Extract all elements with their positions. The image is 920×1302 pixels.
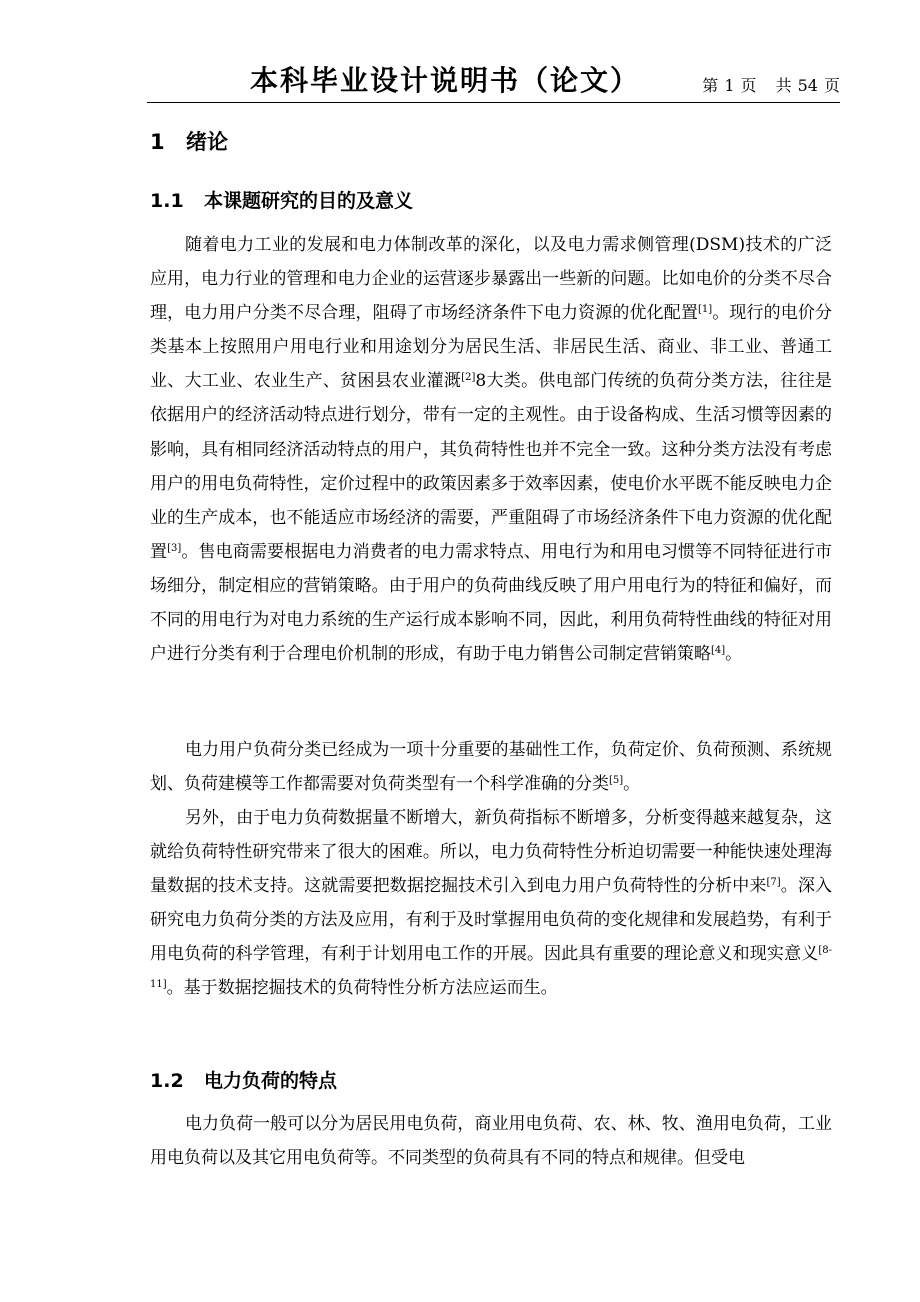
chapter-heading bbox=[150, 127, 228, 157]
citation: [2] bbox=[461, 372, 476, 384]
document-title: 本科毕业设计说明书（论文） bbox=[250, 64, 641, 97]
citation: [1] bbox=[697, 304, 713, 316]
header-divider bbox=[147, 102, 840, 103]
chapter-title: 绪论 bbox=[186, 130, 228, 154]
paragraph-1: 随着电力工业的发展和电力体制改革的深化，以及电力需求侧管理(DSM)技术的广泛应用，电力行业的管理和电力企业的运营逐步暴露出一些新的问题。比如电价的分类不尽合理，电力用户分类不尽合理，阻碍了市场经济条件下电力资源的优化配置[1]。现行的电价分类基本上按照用户用电行业和用途划分为居民生活、非居民生活、商业、非工业、普通工业、大工业、农业生产、贫困县农业灌溉[2]8大类。供电部门传统的负荷分类方法，往往是依据用户的经济活动特点进行划分，带有一定的主观性。由于设备构成、生活习惯等因素的影响，具有相同经济活动特点的用户，其负荷特性也并不完全一致。这种分类方法没有考虑用户的用电负荷特性，定价过程中的政策因素多于效率因素，使电价水平既不能反映电力企业的生产成本，也不能适应市场经济的需要，严重阻碍了市场经济条件下电力资源的优化配置[3]。售电商需要根据电力消费者的电力需求特点、用电行为和用电习惯等不同特征进行市场细分，制定相应的营销策略。由于用户的负荷曲线反映了用户用电行为的特征和偏好，而不同的用电行为对电力系统的生产运行成本影响不同，因此，利用负荷特性曲线的特征对用户进行分类有利于合理电价机制的形成，有助于电力销售公司制定营销策略[4]。 bbox=[150, 235, 833, 665]
page-counter bbox=[696, 76, 840, 96]
citation: [7] bbox=[766, 877, 781, 889]
section-title: 本课题研究的目的及意义 bbox=[204, 190, 414, 212]
total-prefix: 共 bbox=[775, 76, 792, 95]
page-suffix: 页 bbox=[740, 76, 757, 95]
citation: [5] bbox=[609, 775, 624, 787]
total-pages: 54 bbox=[797, 76, 818, 95]
section-title: 电力负荷的特点 bbox=[204, 1070, 338, 1092]
page-prefix: 第 bbox=[702, 76, 719, 95]
section-number: 1.2 bbox=[150, 1070, 184, 1092]
citation: [3] bbox=[167, 542, 182, 554]
page-number: 1 bbox=[724, 76, 735, 95]
page-header bbox=[147, 62, 840, 102]
section-heading-1-2 bbox=[150, 1067, 337, 1095]
citation: [8-11] bbox=[150, 945, 832, 991]
total-suffix: 页 bbox=[823, 76, 840, 95]
citation: [4] bbox=[711, 645, 726, 657]
section-heading-1-1 bbox=[150, 187, 413, 215]
section-number: 1.1 bbox=[150, 190, 184, 212]
paragraph-4: 电力负荷一般可以分为居民用电负荷，商业用电负荷、农、林、牧、渔用电负荷，工业用电负荷以及其它用电负荷等。不同类型的负荷具有不同的特点和规律。但受电 bbox=[150, 1114, 832, 1169]
paragraph-3: 另外，由于电力负荷数据量不断增大，新负荷指标不断增多，分析变得越来越复杂，这就给负荷特性研究带来了很大的困难。所以，电力负荷特性分析迫切需要一种能快速处理海量数据的技术支持。这就需要把数据挖掘技术引入到电力用户负荷特性的分析中来[7]。深入研究电力负荷分类的方法及应用，有利于及时掌握用电负荷的变化规律和发展趋势，有利于用电负荷的科学管理，有利于计划用电工作的开展。因此具有重要的理论意义和现实意义[8-11]。基于数据挖掘技术的负荷特性分析方法应运而生。 bbox=[150, 808, 833, 999]
chapter-number: 1 bbox=[150, 130, 165, 154]
paragraph-2: 电力用户负荷分类已经成为一项十分重要的基础性工作，负荷定价、负荷预测、系统规划、负荷建模等工作都需要对负荷类型有一个科学准确的分类[5]。 bbox=[150, 740, 832, 795]
